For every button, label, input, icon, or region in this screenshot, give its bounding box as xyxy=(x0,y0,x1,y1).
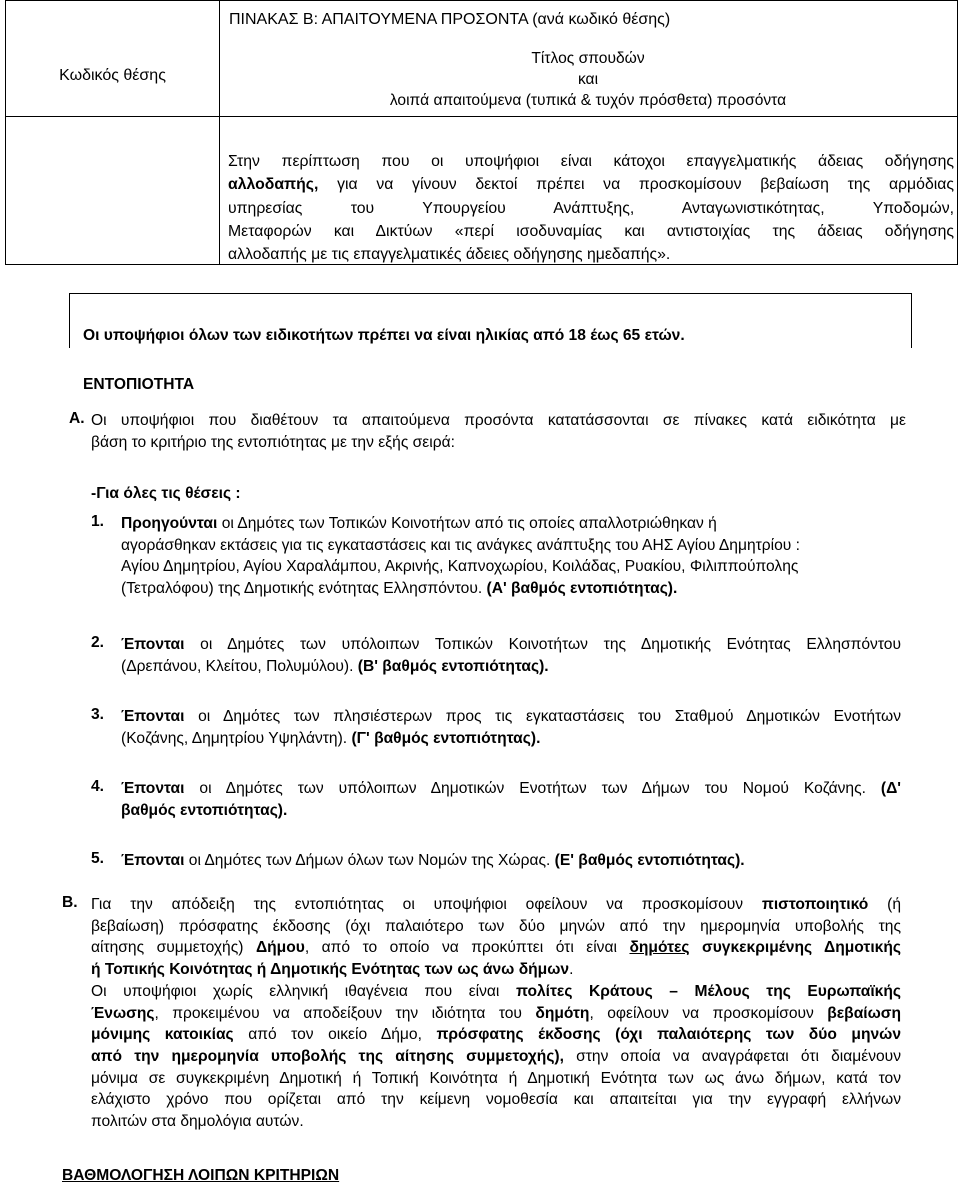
item-number: 4. xyxy=(91,778,105,795)
text: Οι υποψήφιοι χωρίς ελληνική ιθαγένεια που είναι xyxy=(91,982,516,1000)
locality-item-4 xyxy=(121,778,901,821)
text: από τον οικείο Δήμο, xyxy=(233,1026,437,1044)
age-requirement-box xyxy=(69,293,912,348)
text-line xyxy=(91,894,901,916)
item-number: 5. xyxy=(91,850,105,867)
table-text-line: υπηρεσίας του Υπουργείου Ανάπτυξης, Ανταγωνιστικότητας, Υποδομών, xyxy=(228,199,954,217)
table-text-line: Μεταφορών και Δικτύων «περί ισοδυναμίας και αντιστοιχίας της άδειας οδήγησης xyxy=(228,222,954,240)
text-line xyxy=(91,981,901,1003)
emphasis: Έπονται xyxy=(121,780,185,797)
emphasis: (Δ' xyxy=(880,780,901,797)
table-text-line: Στην περίπτωση που οι υποψήφιοι είναι κάτοχοι επαγγελματικής άδειας οδήγησης xyxy=(228,153,954,170)
emphasis: Προηγούνται xyxy=(121,515,218,532)
text-line: Αγίου Δημητρίου, Αγίου Χαραλάμπου, Ακρινής, Καπνοχωρίου, Κοιλάδας, Ρυακίου, Φιλιππούπολης xyxy=(121,558,799,576)
all-positions-label: -Για όλες τις θέσεις : xyxy=(91,485,241,502)
emphasis: συγκεκριμένης Δημοτικής xyxy=(689,939,901,957)
text: , προκειμένου να αποδείξουν την ιδιότητα του xyxy=(154,1004,536,1022)
emphasis: Έπονται xyxy=(121,708,185,725)
text: . xyxy=(569,961,574,979)
text: στην οποία να αναγράφεται ότι διαμένουν xyxy=(563,1047,901,1065)
column-header-qualifications xyxy=(219,48,957,111)
column-header-line: Τίτλος σπουδών xyxy=(531,50,645,67)
item-number: 1. xyxy=(91,513,105,530)
table-text-line xyxy=(228,173,954,196)
text-line: αγοράσθηκαν εκτάσεις για τις εγκαταστάσεις και τις ανάγκες ανάπτυξης του ΑΗΣ Αγίου Δημητρίου : xyxy=(121,536,800,554)
age-requirement-text: Οι υποψήφιοι όλων των ειδικοτήτων πρέπει να είναι ηλικίας από 18 έως 65 ετών. xyxy=(83,327,685,344)
emphasis: πολίτες Κράτους – Μέλους της Ευρωπαϊκής xyxy=(515,982,901,1000)
text-line: βάση το κριτήριο της εντοπιότητας με την εξής σειρά: xyxy=(91,433,455,451)
text-line xyxy=(121,634,901,656)
table-header-divider xyxy=(6,116,957,117)
table-column-divider xyxy=(219,1,220,264)
item-number: 3. xyxy=(91,706,105,723)
text: οι Δημότες των Τοπικών Κοινοτήτων από τις οποίες απαλλοτριώθηκαν ή xyxy=(217,515,717,532)
emphasis: (Α' βαθμός εντοπιότητας). xyxy=(486,580,678,598)
foreign-license-requirement xyxy=(228,150,954,266)
text-line xyxy=(121,513,911,535)
requirements-table xyxy=(5,0,958,265)
section-b-text xyxy=(91,894,901,1133)
text: , οφείλουν να προσκομίσουν xyxy=(589,1004,828,1022)
text: οι Δημότες των Δήμων όλων των Νομών της Χώρας. xyxy=(184,852,555,869)
text-line: πολιτών στα δημολόγια αυτών. xyxy=(91,1113,304,1131)
locality-item-5 xyxy=(121,850,901,872)
text-line xyxy=(121,728,901,750)
locality-heading: ΕΝΤΟΠΙΟΤΗΤΑ xyxy=(83,376,195,393)
locality-item-3 xyxy=(121,706,901,749)
text: (ή xyxy=(868,896,901,913)
locality-item-1 xyxy=(121,513,911,600)
text-line xyxy=(91,1003,901,1025)
emphasis: Δήμου xyxy=(255,939,305,957)
table-title: ΠΙΝΑΚΑΣ Β: ΑΠΑΙΤΟΥΜΕΝΑ ΠΡΟΣΟΝΤΑ (ανά κωδικό θέσης) xyxy=(229,11,671,28)
text-line: μόνιμα σε συγκεκριμένη Δημοτική ή Τοπική Κοινότητα ή Δημοτική Ενότητα των ως άνω δήμων, κατά τον xyxy=(91,1069,901,1087)
emphasis: ή Τοπικής Κοινότητας ή Δημοτικής Ενότητας των ως άνω δήμων xyxy=(91,961,570,979)
text: οι Δημότες των υπόλοιπων Δημοτικών Ενοτήτων των Δήμων του Νομού Κοζάνης. xyxy=(184,780,881,797)
text-line xyxy=(121,656,901,678)
emphasis-foreign: αλλοδαπής, xyxy=(228,176,319,194)
emphasis: πρόσφατης έκδοσης (όχι παλαιότερης των δύο μηνών xyxy=(436,1026,901,1044)
text: οι Δημότες των πλησιέστερων προς τις εγκαταστάσεις του Σταθμού Δημοτικών Ενοτήτων xyxy=(184,708,901,725)
text: , από το οποίο να προκύπτει ότι είναι xyxy=(304,939,630,957)
text-line xyxy=(121,800,901,822)
table-text-line: αλλοδαπής με τις επαγγελματικές άδειες οδήγησης ημεδαπής». xyxy=(228,246,671,264)
emphasis: (Γ' βαθμός εντοπιότητας). xyxy=(351,729,541,747)
text-line xyxy=(91,959,901,981)
emphasis: βαθμός εντοπιότητας). xyxy=(121,801,288,819)
emphasis: από την ημερομηνία υποβολής της αίτησης συμμετοχής), xyxy=(91,1047,564,1065)
text-line xyxy=(121,778,901,800)
emphasis: πιστοποιητικό xyxy=(761,896,869,913)
emphasis: (Ε' βαθμός εντοπιότητας). xyxy=(554,852,745,869)
text-line xyxy=(91,1046,901,1068)
text: αίτησης συμμετοχής) xyxy=(91,939,256,957)
text-line xyxy=(121,578,911,600)
emphasis-underlined: δημότες xyxy=(629,939,690,957)
text-line xyxy=(91,1024,901,1046)
text: (Δρεπάνου, Κλείτου, Πολυμύλου). xyxy=(121,657,358,675)
text-line: βεβαίωση) πρόσφατης έκδοσης (όχι παλαιότερο των δύο μηνών από την ημερομηνία υποβολής της xyxy=(91,917,901,935)
other-criteria-heading: ΒΑΘΜΟΛΟΓΗΣΗ ΛΟΙΠΩΝ ΚΡΙΤΗΡΙΩΝ xyxy=(62,1167,340,1184)
column-header-line: και xyxy=(577,71,599,88)
text-line: ελάχιστο χρόνο που ορίζεται από την κείμενη νομοθεσία και απαιτείται για την εγγραφή ελλήνων xyxy=(91,1091,901,1109)
emphasis: βεβαίωση xyxy=(827,1004,901,1022)
section-b-marker: Β. xyxy=(62,894,78,911)
section-a-marker: Α. xyxy=(69,410,85,427)
text: (Κοζάνης, Δημητρίου Υψηλάντη). xyxy=(121,729,352,747)
text-line xyxy=(121,706,901,728)
emphasis: Ένωσης xyxy=(91,1004,155,1022)
text-line xyxy=(121,850,901,872)
text: οι Δημότες των υπόλοιπων Τοπικών Κοινοτήτων της Δημοτικής Ενότητας Ελλησπόντου xyxy=(184,636,901,653)
text: (Τετραλόφου) της Δημοτικής ενότητας Ελλησπόντου. xyxy=(121,580,487,598)
emphasis: δημότη xyxy=(535,1004,590,1022)
item-number: 2. xyxy=(91,634,105,651)
text-line: Οι υποψήφιοι που διαθέτουν τα απαιτούμενα προσόντα κατατάσσονται σε πίνακες κατά ειδικότητα με xyxy=(91,412,906,429)
emphasis: Έπονται xyxy=(121,852,185,869)
text-line xyxy=(91,937,901,959)
emphasis: (Β' βαθμός εντοπιότητας). xyxy=(357,657,549,675)
emphasis: μόνιμης κατοικίας xyxy=(91,1026,234,1044)
column-header-position-code: Κωδικός θέσης xyxy=(59,67,166,84)
section-a-text xyxy=(91,410,906,453)
emphasis: Έπονται xyxy=(121,636,185,653)
text: Για την απόδειξη της εντοπιότητας οι υποψήφιοι οφείλουν να προσκομίσουν xyxy=(91,896,762,913)
locality-item-2 xyxy=(121,634,901,677)
column-header-line: λοιπά απαιτούμενα (τυπικά & τυχόν πρόσθετα) προσόντα xyxy=(389,92,787,109)
table-text: για να γίνουν δεκτοί πρέπει να προσκομίσουν βεβαίωση της αρμόδιας xyxy=(318,176,954,194)
